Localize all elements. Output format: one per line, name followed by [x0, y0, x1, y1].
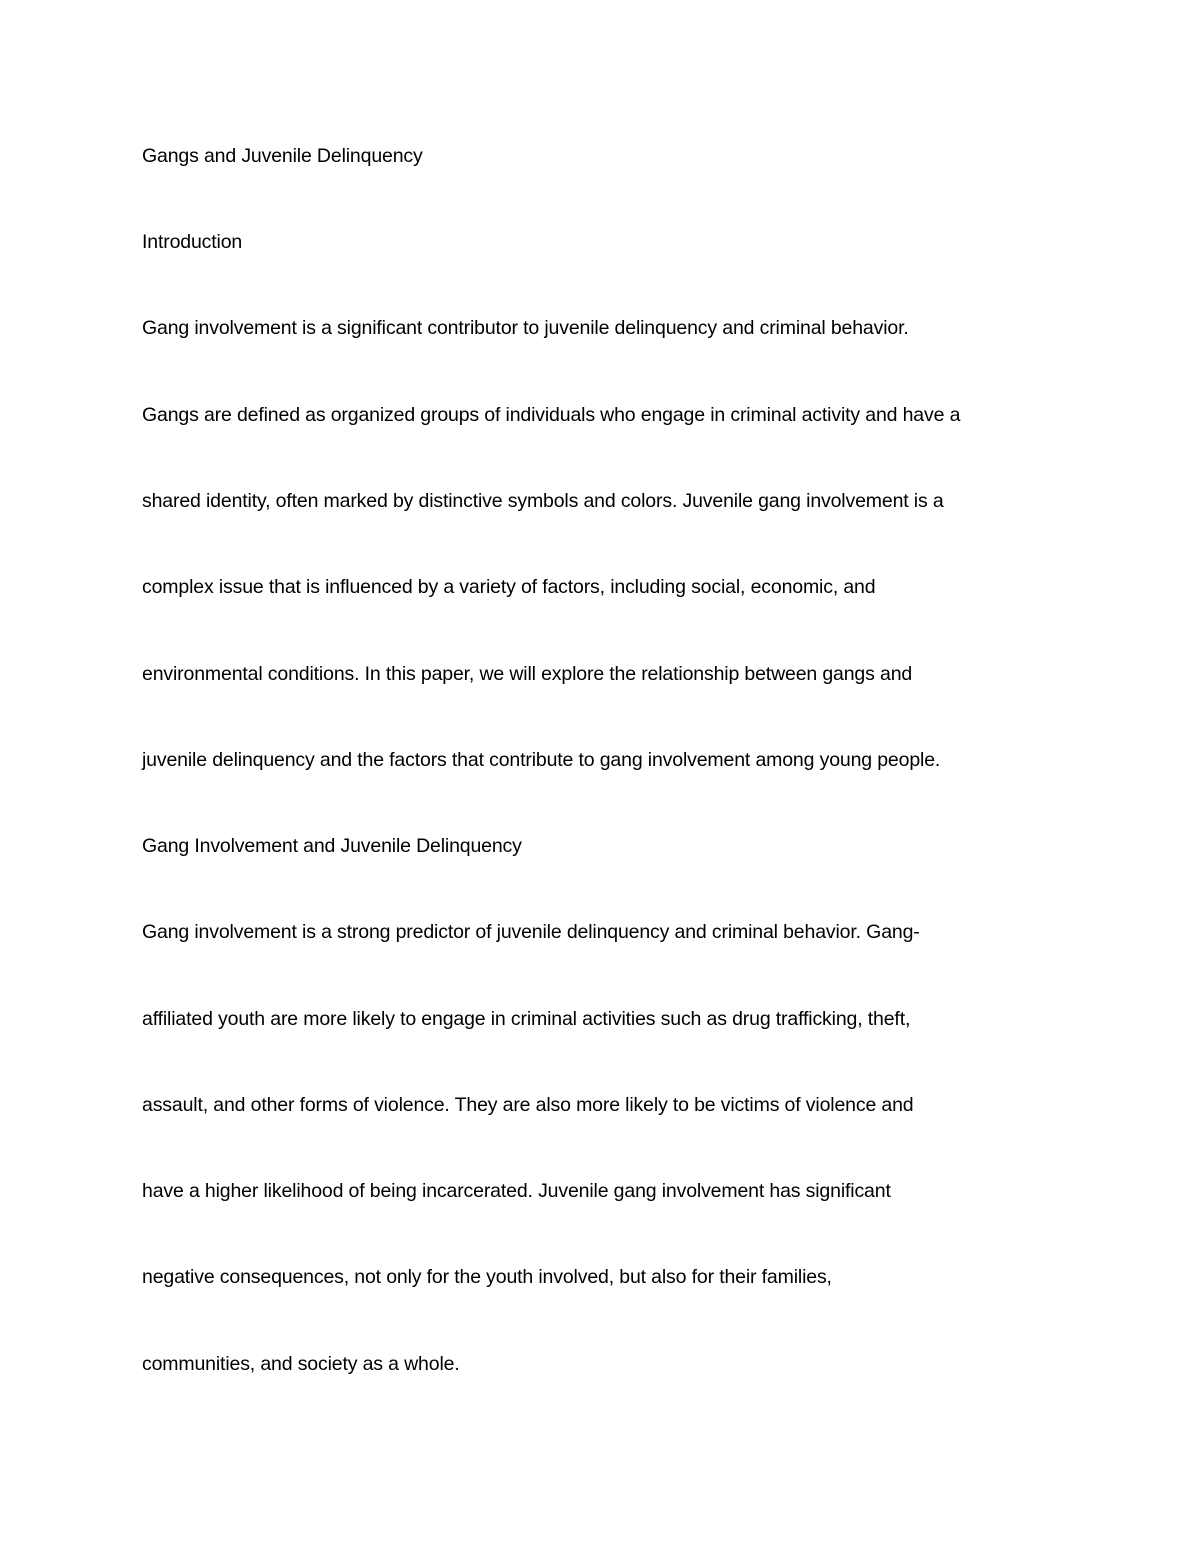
- paragraph-line: negative consequences, not only for the youth involved, but also for their families,: [142, 1266, 832, 1288]
- paragraph-line: shared identity, often marked by distinctive symbols and colors. Juvenile gang involvement is a: [142, 490, 944, 512]
- section-heading-gang-involvement: Gang Involvement and Juvenile Delinquency: [142, 835, 522, 857]
- paragraph-line: Gang involvement is a significant contributor to juvenile delinquency and criminal behavior.: [142, 317, 909, 339]
- paragraph-line: juvenile delinquency and the factors that contribute to gang involvement among young people.: [142, 749, 941, 771]
- paragraph-line: environmental conditions. In this paper, we will explore the relationship between gangs and: [142, 663, 913, 685]
- paragraph-line: have a higher likelihood of being incarcerated. Juvenile gang involvement has significant: [142, 1180, 891, 1202]
- paragraph-line: communities, and society as a whole.: [142, 1353, 460, 1375]
- paragraph-line: assault, and other forms of violence. They are also more likely to be victims of violence and: [142, 1094, 914, 1116]
- paragraph-line: Gang involvement is a strong predictor of juvenile delinquency and criminal behavior. Gang-: [142, 921, 920, 943]
- section-heading-introduction: Introduction: [142, 231, 243, 253]
- paragraph-line: Gangs are defined as organized groups of individuals who engage in criminal activity and have a: [142, 404, 961, 426]
- document-title: Gangs and Juvenile Delinquency: [142, 145, 423, 167]
- paragraph-line: complex issue that is influenced by a variety of factors, including social, economic, and: [142, 576, 876, 598]
- paragraph-line: affiliated youth are more likely to engage in criminal activities such as drug trafficking, theft,: [142, 1008, 911, 1030]
